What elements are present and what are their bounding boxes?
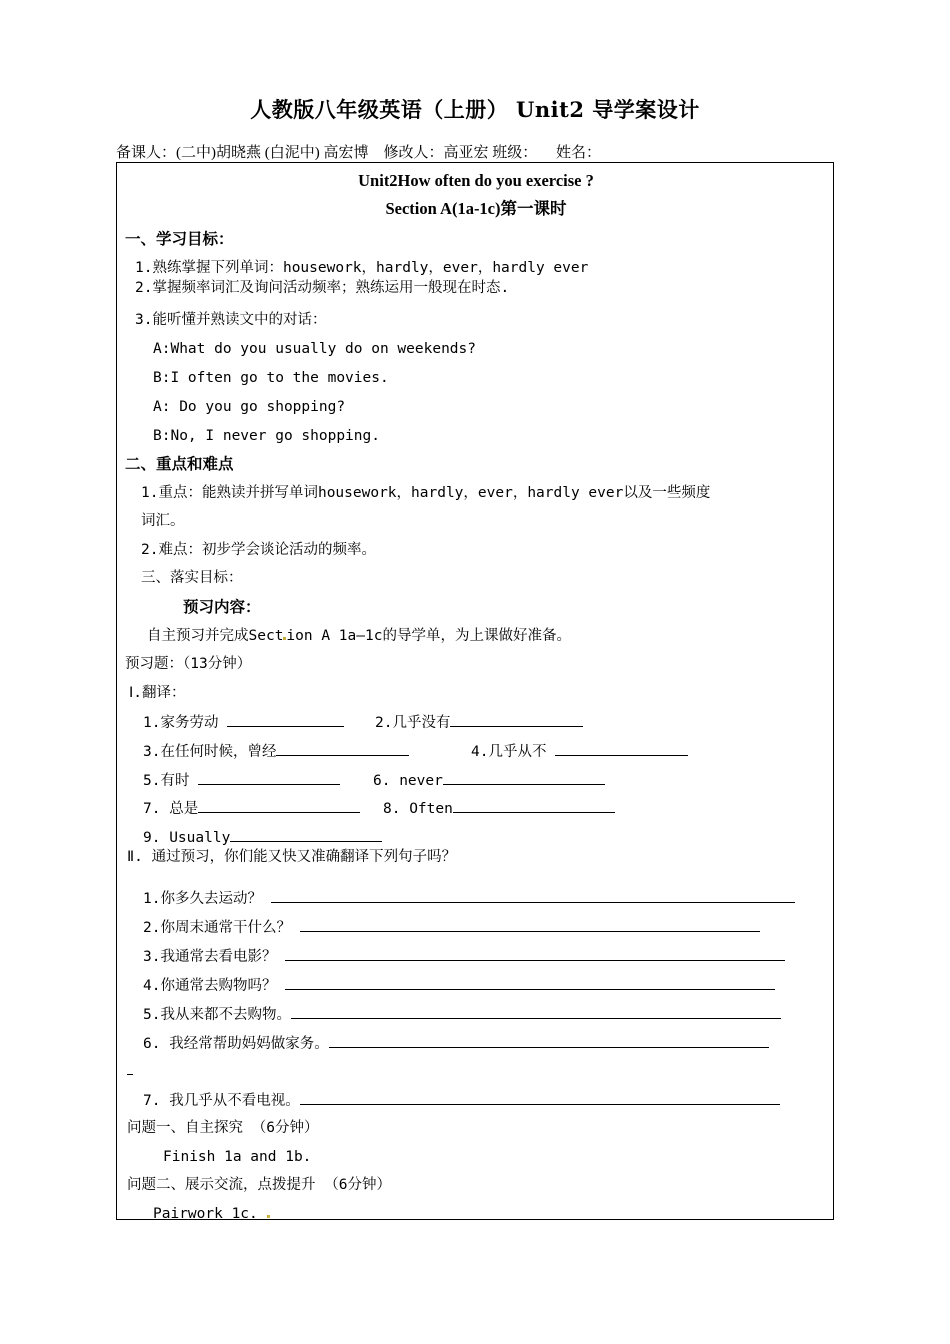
sentence-4: 4.你通常去购物吗？	[143, 974, 775, 996]
key-point-2: 2.难点：初步学会谈论活动的频率。	[141, 542, 376, 558]
translate-item-7: 7. 总是	[143, 797, 360, 819]
goals-heading: 一、学习目标：	[125, 229, 234, 248]
problem-2-task: Pairwork 1c.	[153, 1204, 270, 1224]
translate-item-4: 4.几乎从不	[471, 740, 688, 762]
lesson-plan-box	[116, 162, 834, 1220]
section-title: Section A(1a-1c)第一课时	[385, 199, 567, 218]
goal-1: 1.熟练掌握下列单词：housework，hardly，ever，hardly ever	[135, 260, 589, 276]
dialogue-line-2: B:I often go to the movies.	[153, 370, 389, 386]
problem-1-task: Finish 1a and 1b.	[163, 1149, 312, 1165]
answer-blank[interactable]	[300, 1089, 780, 1105]
unit-title: Unit2How often do you exercise ?	[358, 171, 594, 190]
answer-blank[interactable]	[271, 887, 795, 903]
sentence-1: 1.你多久去运动？	[143, 887, 795, 909]
translate-item-6: 6. never	[373, 769, 605, 791]
sentence-7: 7. 我几乎从不看电视。	[143, 1089, 780, 1111]
stray-underscore	[127, 1074, 133, 1075]
key-points-heading: 二、重点和难点	[125, 454, 234, 473]
goal-2: 2.掌握频率词汇及询问活动频率；熟练运用一般现在时态.	[135, 280, 510, 296]
translate-item-1: 1.家务劳动	[143, 711, 344, 733]
translate-item-9: 9. Usually	[143, 826, 382, 848]
translate-item-3: 3.在任何时候，曾经	[143, 740, 409, 762]
answer-blank[interactable]	[227, 711, 344, 727]
translate-item-8: 8. Often	[383, 797, 615, 819]
answer-blank[interactable]	[450, 711, 583, 727]
answer-blank[interactable]	[300, 916, 760, 932]
objectives-heading: 三、落实目标：	[141, 570, 243, 586]
sentence-2: 2.你周末通常干什么？	[143, 916, 760, 938]
sentence-6: 6. 我经常帮助妈妈做家务。	[143, 1032, 769, 1054]
answer-blank[interactable]	[329, 1032, 769, 1048]
preview-instructions: 自主预习并完成Sect ion A 1a—1c的导学单，为上课做好准备。	[147, 628, 571, 644]
key-point-1: 1.重点：能熟读并拼写单词housework，hardly，ever，hardly ever以及一些频度	[141, 485, 711, 501]
translate-heading: Ⅰ.翻译：	[129, 685, 186, 701]
answer-blank[interactable]	[198, 797, 360, 813]
answer-blank[interactable]	[555, 740, 688, 756]
translate-item-5: 5.有时	[143, 769, 340, 791]
problem-1-heading: 问题一、自主探究 （6分钟）	[127, 1120, 319, 1136]
answer-blank[interactable]	[453, 797, 615, 813]
answer-blank[interactable]	[230, 826, 382, 842]
answer-blank[interactable]	[291, 1003, 781, 1019]
preview-time: 预习题：（13分钟）	[125, 656, 252, 672]
goal-3: 3.能听懂并熟读文中的对话：	[135, 312, 327, 328]
author-info: 备课人：(二中)胡晓燕 (白泥中) 高宏博 修改人：高亚宏 班级： 姓名：	[116, 145, 601, 161]
sentence-3: 3.我通常去看电影？	[143, 945, 785, 967]
answer-blank[interactable]	[285, 945, 785, 961]
sentence-5: 5.我从来都不去购物。	[143, 1003, 781, 1025]
marker-dot	[267, 1215, 270, 1218]
answer-blank[interactable]	[285, 974, 775, 990]
answer-blank[interactable]	[443, 769, 605, 785]
preview-heading: 预习内容：	[183, 597, 261, 616]
answer-blank[interactable]	[198, 769, 340, 785]
dialogue-line-1: A:What do you usually do on weekends?	[153, 341, 477, 357]
key-point-1-cont: 词汇。	[141, 513, 185, 529]
answer-blank[interactable]	[276, 740, 409, 756]
dialogue-line-3: A: Do you go shopping?	[153, 399, 346, 415]
problem-2-heading: 问题二、展示交流，点拨提升 （6分钟）	[127, 1177, 391, 1193]
dialogue-line-4: B:No, I never go shopping.	[153, 428, 380, 444]
translate-item-2: 2.几乎没有	[375, 711, 583, 733]
sentences-heading: Ⅱ. 通过预习，你们能又快又准确翻译下列句子吗？	[127, 849, 457, 865]
page-title: 人教版八年级英语（上册） Unit2 导学案设计	[250, 97, 700, 122]
